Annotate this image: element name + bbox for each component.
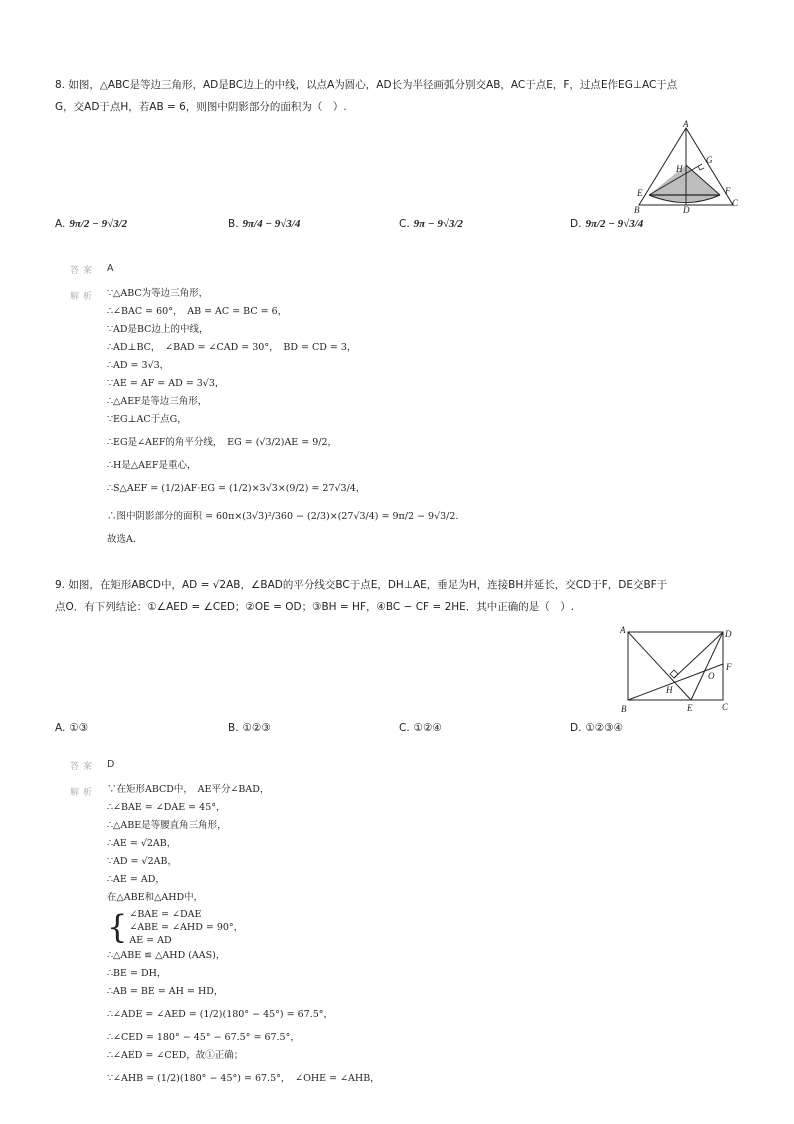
q8-solution-line: ∴AD = 3√3，: [107, 360, 170, 371]
q8-option-a-label: A.: [55, 218, 66, 230]
q8-option-d-expr: 9π/2 − 9√3/4: [585, 218, 644, 230]
q8-stem-line2: G，交AD于点H，若AB = 6，则图中阴影部分的面积为（ ）.: [55, 101, 347, 113]
q8-solution-line: ∴∠BAC = 60°， AB = AC = BC = 6，: [107, 306, 288, 317]
q9-label-B: B: [621, 704, 627, 714]
q9-solution-line: ∴△ABE ≌ △AHD (AAS)，: [107, 950, 226, 961]
q9-solution-line: ∴AE = AD，: [107, 874, 165, 885]
q9-option-b-expr: ①②③: [242, 722, 271, 734]
q9-brace-system: [107, 907, 380, 947]
q9-label-O: O: [708, 671, 715, 681]
q9-option-d-expr: ①②③④: [585, 722, 624, 734]
q9-label-A: A: [620, 625, 626, 635]
q9-solution: [107, 781, 380, 1093]
q9-stem-line2: 点O．有下列结论：①∠AED = ∠CED；②OE = OD；③BH = HF，④BC − CF = 2HE．其中正确的是（ ）.: [55, 601, 575, 613]
q8-option-d-label: D.: [570, 218, 582, 230]
q8-option-a[interactable]: [55, 218, 127, 230]
q9-label-F: F: [726, 662, 732, 672]
q8-solution-line: ∴H是△AEF是重心，: [107, 460, 197, 471]
q8-stem: [55, 74, 745, 118]
q8-solution-line: ∴EG是∠AEF的角平分线， EG = (√3/2)AE = 9/2，: [107, 437, 338, 448]
q9-solution-tag: 解析: [70, 788, 97, 798]
q9-answer-value: D: [107, 759, 115, 770]
q8-stem-line1: 8. 如图，△ABC是等边三角形，AD是BC边上的中线，以点A为圆心，AD长为半径画弧分别交AB，AC于点E，F，过点E作EG⊥AC于点: [55, 79, 678, 91]
q9-brace-line: ∠ABE = ∠AHD = 90°，: [129, 921, 244, 933]
q8-solution-line: ∴图中阴影部分的面积 = 60π×(3√3)²/360 − (2/3)×(27√3/4) = 9π/2 − 9√3/2.: [107, 511, 459, 522]
q8-solution-tag: 解析: [70, 292, 97, 302]
q8-option-b-label: B.: [228, 218, 239, 230]
q9-label-H: H: [666, 685, 673, 695]
q8-option-a-expr: 9π/2 − 9√3/2: [69, 218, 128, 230]
q8-solution-line: ∴AD⊥BC， ∠BAD = ∠CAD = 30°， BD = CD = 3，: [107, 342, 357, 353]
q8-label-B: B: [634, 205, 640, 215]
q9-solution-line: ∴△ABE是等腰直角三角形，: [107, 820, 227, 831]
q9-solution-line: ∴∠BAE = ∠DAE = 45°，: [107, 802, 226, 813]
q9-solution-line: ∵AD = √2AB，: [107, 856, 177, 867]
q9-solution-line: 在△ABE和△AHD中，: [107, 892, 204, 903]
q8-option-b-expr: 9π/4 − 9√3/4: [242, 218, 301, 230]
q8-label-A: A: [683, 120, 689, 129]
q9-option-d-label: D.: [570, 722, 582, 734]
q9-option-a-expr: ①③: [69, 722, 89, 734]
q9-solution-line: ∴∠CED = 180° − 45° − 67.5° = 67.5°，: [107, 1032, 300, 1043]
q9-option-c-label: C.: [399, 722, 410, 734]
q9-solution-line: ∴AB = BE = AH = HD，: [107, 986, 224, 997]
q9-solution-line: ∴BE = DH，: [107, 968, 167, 979]
q8-label-E: E: [637, 188, 643, 198]
q9-stem: [55, 574, 745, 618]
q9-solution-line: ∵在矩形ABCD中， AE平分∠BAD，: [107, 784, 270, 795]
q9-option-b[interactable]: [228, 722, 271, 734]
q8-label-D: D: [683, 205, 690, 215]
q9-option-c[interactable]: [399, 722, 442, 734]
q8-solution: [107, 285, 458, 549]
q9-label-E: E: [687, 703, 693, 713]
q8-solution-line: 故选A.: [107, 534, 136, 545]
q9-solution-line: ∴AE = √2AB，: [107, 838, 177, 849]
q8-solution-line: ∵EG⊥AC于点G，: [107, 414, 187, 425]
q9-option-a-label: A.: [55, 722, 66, 734]
q9-solution-line: ∴∠ADE = ∠AED = (1/2)(180° − 45°) = 67.5°，: [107, 1009, 334, 1020]
q8-solution-line: ∵△ABC为等边三角形，: [107, 288, 209, 299]
q8-label-G: G: [706, 155, 713, 165]
q9-label-C: C: [722, 702, 729, 712]
q9-option-c-expr: ①②④: [413, 722, 442, 734]
q8-label-H: H: [676, 164, 683, 174]
q8-solution-line: ∴△AEF是等边三角形，: [107, 396, 208, 407]
q9-option-a[interactable]: [55, 722, 88, 734]
q8-label-C: C: [732, 198, 739, 208]
q9-brace-line: AE = AD: [129, 934, 172, 946]
q8-solution-line: ∴S△AEF = (1/2)AF·EG = (1/2)×3√3×(9/2) = 27√3/4，: [107, 483, 366, 494]
q8-solution-line: ∵AD是BC边上的中线，: [107, 324, 209, 335]
q8-option-d[interactable]: [570, 218, 643, 230]
q8-option-c-label: C.: [399, 218, 410, 230]
left-brace-glyph: {: [107, 908, 128, 946]
q9-solution-line: ∵∠AHB = (1/2)(180° − 45°) = 67.5°， ∠OHE = ∠AHB，: [107, 1073, 380, 1084]
q8-figure: [632, 120, 742, 215]
q8-solution-line: ∵AE = AF = AD = 3√3，: [107, 378, 225, 389]
q9-stem-line1: 9. 如图，在矩形ABCD中，AD = √2AB，∠BAD的平分线交BC于点E，DH⊥AE，垂足为H，连接BH并延长，交CD于F，DE交BF于: [55, 579, 668, 591]
q9-option-b-label: B.: [228, 722, 239, 734]
q8-answer-tag: 答案: [70, 266, 97, 276]
q9-label-D: D: [725, 629, 732, 639]
q8-option-c-expr: 9π − 9√3/2: [413, 218, 463, 230]
q8-answer-value: A: [107, 263, 114, 274]
q9-solution-line: ∴∠AED = ∠CED，故①正确；: [107, 1050, 244, 1061]
q9-option-d[interactable]: [570, 722, 623, 734]
q8-option-b[interactable]: [228, 218, 300, 230]
q9-brace-line: ∠BAE = ∠DAE: [129, 908, 202, 920]
q8-option-c[interactable]: [399, 218, 463, 230]
q9-answer-tag: 答案: [70, 762, 97, 772]
q9-figure: [618, 622, 743, 714]
q8-label-F: F: [725, 186, 731, 196]
